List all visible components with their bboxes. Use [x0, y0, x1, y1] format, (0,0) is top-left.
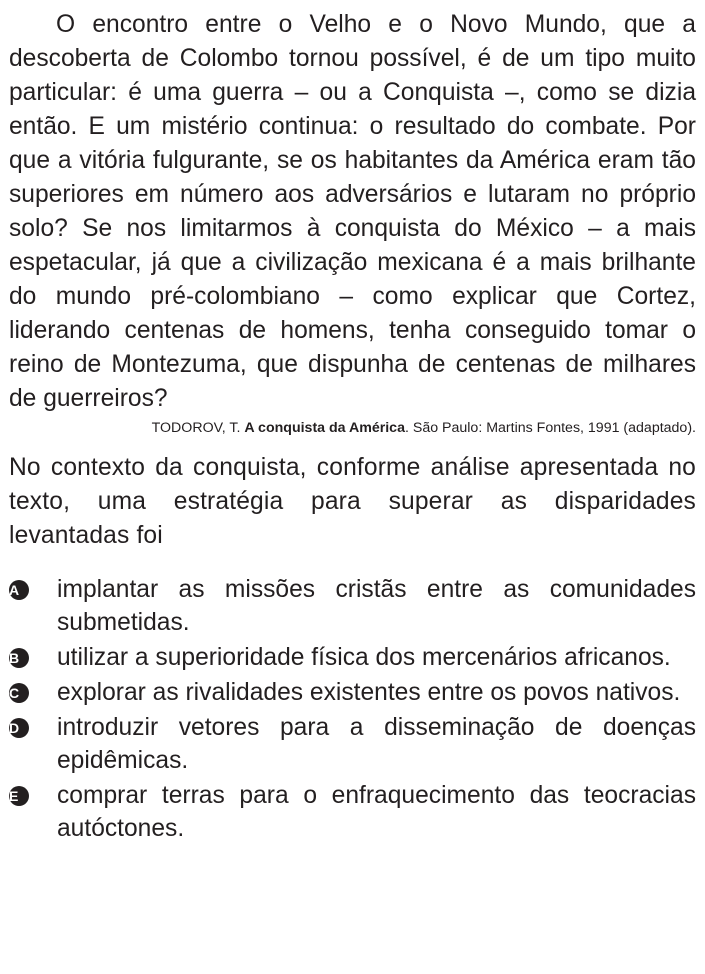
option-c-text: explorar as rivalidades existentes entre os povos nativos.	[57, 679, 681, 706]
option-letter-d-badge: D	[9, 718, 29, 738]
answer-option-d[interactable]	[9, 711, 696, 777]
answer-option-e[interactable]	[9, 779, 696, 845]
citation-author: TODOROV, T.	[151, 420, 241, 436]
answer-option-c[interactable]	[9, 676, 696, 709]
answer-option-a[interactable]	[9, 573, 696, 639]
option-e-text: comprar terras para o enfraquecimento das teocracias autóctones.	[57, 782, 696, 842]
option-letter-a-badge: A	[9, 580, 29, 600]
citation-details: . São Paulo: Martins Fontes, 1991 (adaptado).	[404, 420, 696, 436]
question-stem: No contexto da conquista, conforme análise apresentada no texto, uma estratégia para superar as disparidades levantadas foi	[9, 454, 696, 549]
option-letter-c-badge: C	[9, 683, 29, 703]
option-letter-b-badge: B	[9, 648, 29, 668]
option-a-text: implantar as missões cristãs entre as comunidades submetidas.	[57, 576, 696, 636]
citation-title: A conquista da América	[244, 420, 405, 436]
option-d-text: introduzir vetores para a disseminação de doenças epidêmicas.	[57, 714, 696, 774]
answer-option-b[interactable]	[9, 641, 696, 674]
source-passage: O encontro entre o Velho e o Novo Mundo, que a descoberta de Colombo tornou possível, é de um tipo muito particular: é uma guerra – ou a Conquista –, como se dizia então. E um mistério continua: o resultado do combate. Por que a vitória fulgurante, se os habitantes da América eram tão superiores em número aos adversários e lutaram no próprio solo? Se nos limitarmos à conquista do México – a mais espetacular, já que a civilização mexicana é a mais brilhante do mundo pré-colombiano – como explicar que Cortez, liderando centenas de homens, tenha conseguido tomar o reino de Montezuma, que dispunha de centenas de milhares de guerreiros?	[9, 11, 696, 412]
option-b-text: utilizar a superioridade física dos mercenários africanos.	[57, 644, 671, 671]
question-page	[0, 8, 705, 974]
answer-options-list	[9, 573, 696, 845]
source-citation	[9, 418, 696, 438]
option-letter-e-badge: E	[9, 786, 29, 806]
